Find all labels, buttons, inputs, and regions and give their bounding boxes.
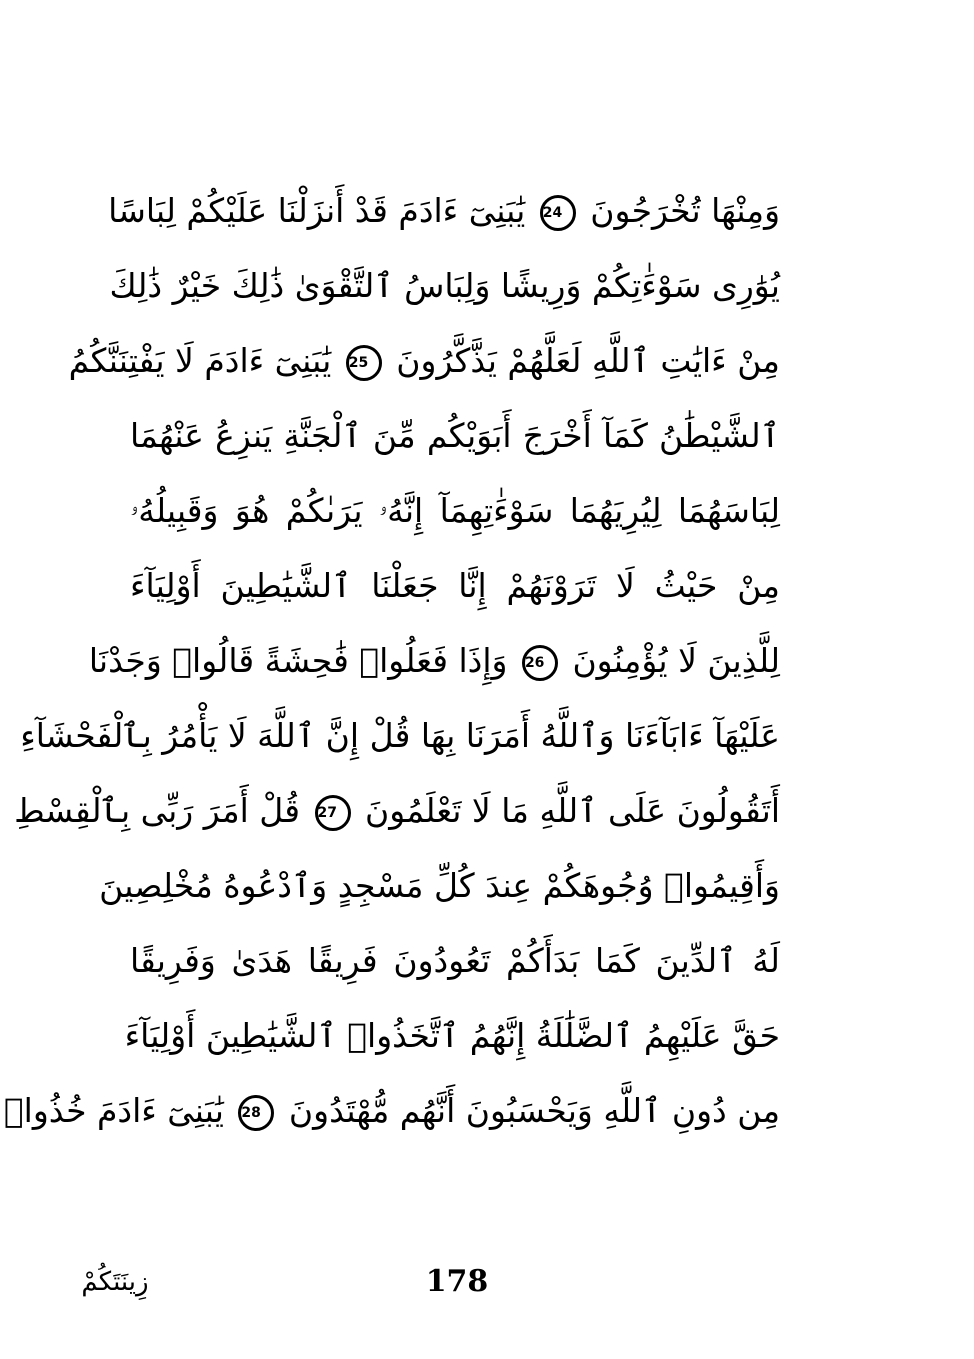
text-line xyxy=(130,930,780,992)
verse-text-segment: مِن دُونِ ٱللَّهِ وَيَحْسَبُونَ أَنَّهُم مُّهْتَدُونَ xyxy=(288,1091,780,1130)
verse-text-segment: يَٰبَنِىٓ ءَادَمَ لَا يَفْتِنَنَّكُمُ xyxy=(68,341,332,380)
text-line xyxy=(130,405,780,467)
verse-text-segment: يُوَٰرِى سَوْءَٰتِكُمْ وَرِيشًا وَلِبَاسُ ٱلتَّقْوَىٰ ذَٰلِكَ خَيْرٌ ذَٰلِكَ xyxy=(109,266,780,305)
quran-text-block xyxy=(3,180,780,1160)
verse-text-segment: وَأَقِيمُوا۟ وُجُوهَكُمْ عِندَ كُلِّ مَسْجِدٍ وَٱدْعُوهُ مُخْلِصِينَ xyxy=(99,866,780,905)
text-line xyxy=(14,780,780,842)
verse-text-segment: عَلَيْهَآ ءَابَآءَنَا وَٱللَّهُ أَمَرَنَا بِهَا قُلْ إِنَّ ٱللَّهَ لَا يَأْمُرُ بِٱلْفَحْشَآءِ xyxy=(20,716,780,755)
verse-number-marker: 26 xyxy=(522,645,558,681)
text-line xyxy=(3,1080,780,1142)
text-line xyxy=(88,630,780,692)
text-line xyxy=(124,1005,780,1067)
verse-text-segment: حَقَّ عَلَيْهِمُ ٱلضَّلَٰلَةُ إِنَّهُمُ ٱتَّخَذُوا۟ ٱلشَّيَٰطِينَ أَوْلِيَآءَ xyxy=(124,1016,780,1055)
text-line xyxy=(108,180,780,242)
verse-text-segment: وَإِذَا فَعَلُوا۟ فَٰحِشَةً قَالُوا۟ وَجَدْنَا xyxy=(88,641,508,680)
verse-text-segment: أَتَقُولُونَ عَلَى ٱللَّهِ مَا لَا تَعْلَمُونَ xyxy=(365,791,780,830)
verse-number-marker: 24 xyxy=(540,195,576,231)
text-line xyxy=(99,855,780,917)
verse-text-segment: يَٰبَنِىٓ ءَادَمَ قَدْ أَنزَلْنَا عَلَيْكُمْ لِبَاسًا xyxy=(108,191,526,230)
verse-text-segment: يَٰبَنِىٓ ءَادَمَ خُذُوا۟ xyxy=(3,1091,224,1130)
verse-number-marker: 25 xyxy=(346,345,382,381)
verse-text-segment: مِنْ حَيْثُ لَا تَرَوْنَهُمْ إِنَّا جَعَلْنَا ٱلشَّيَٰطِينَ أَوْلِيَآءَ xyxy=(130,566,780,605)
text-line xyxy=(109,255,780,317)
text-line xyxy=(20,705,780,767)
verse-text-segment: ٱلشَّيْطَٰنُ كَمَآ أَخْرَجَ أَبَوَيْكُم مِّنَ ٱلْجَنَّةِ يَنزِعُ عَنْهُمَا xyxy=(130,416,780,455)
verse-text-segment: لَهُ ٱلدِّينَ كَمَا بَدَأَكُمْ تَعُودُونَ فَرِيقًا هَدَىٰ وَفَرِيقًا xyxy=(130,941,780,980)
catchword: زِينَتَكُمْ xyxy=(81,1267,149,1297)
verse-number-marker: 27 xyxy=(315,795,351,831)
verse-text-segment: وَمِنْهَا تُخْرَجُونَ xyxy=(590,191,780,230)
verse-text-segment: لِبَاسَهُمَا لِيُرِيَهُمَا سَوْءَٰتِهِمَآ إِنَّهُۥ يَرَىٰكُمْ هُوَ وَقَبِيلُهُۥ xyxy=(130,491,780,530)
verse-number-marker: 28 xyxy=(238,1095,274,1131)
verse-text-segment: لِلَّذِينَ لَا يُؤْمِنُونَ xyxy=(572,641,780,680)
text-line xyxy=(130,555,780,617)
text-line xyxy=(130,480,780,542)
verse-text-segment: قُلْ أَمَرَ رَبِّى بِٱلْقِسْطِ xyxy=(14,791,301,830)
verse-text-segment: مِنْ ءَايَٰتِ ٱللَّهِ لَعَلَّهُمْ يَذَّكَّرُونَ xyxy=(396,341,780,380)
page-number: 178 xyxy=(425,1264,489,1299)
text-line xyxy=(68,330,780,392)
